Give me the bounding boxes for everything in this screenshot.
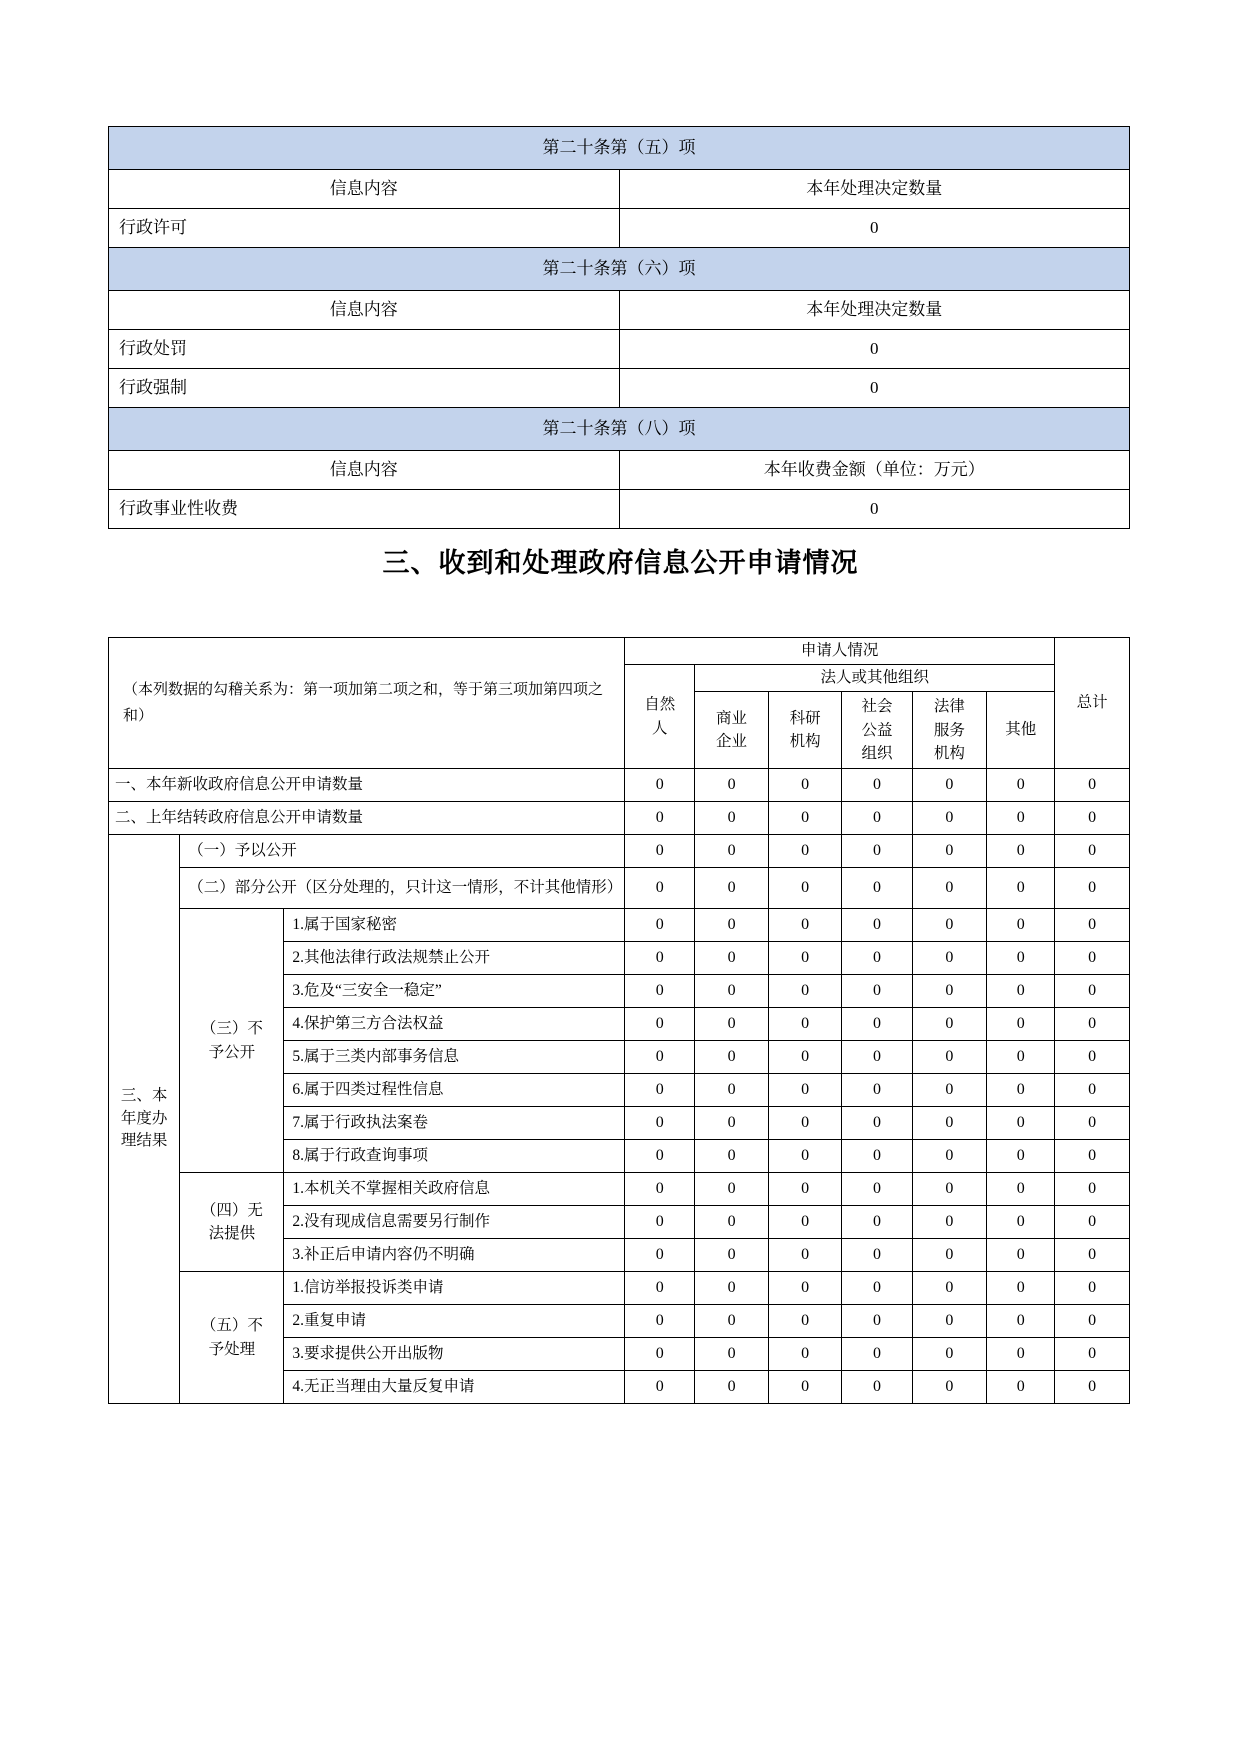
cell-value: 0 — [842, 975, 912, 1008]
header-public-welfare-line2: 公益 — [861, 721, 893, 739]
cell-value: 0 — [1055, 1371, 1130, 1404]
cell-value: 0 — [842, 1074, 912, 1107]
cell-value: 0 — [695, 835, 769, 868]
section-band-row — [109, 408, 1130, 451]
header-business-line2: 企业 — [716, 733, 748, 751]
section-band-6: 第二十条第（六）项 — [109, 248, 1130, 291]
cell-value: 0 — [768, 975, 842, 1008]
cell-value: 0 — [625, 1173, 695, 1206]
row-label-new-received: 一、本年新收政府信息公开申请数量 — [109, 769, 625, 802]
row-group-not-processed-line1: （五）不 — [200, 1317, 263, 1335]
cell-value: 0 — [912, 1074, 987, 1107]
row-value-administrative-penalty: 0 — [619, 330, 1130, 369]
cell-value: 0 — [912, 1371, 987, 1404]
cell-value: 0 — [625, 1008, 695, 1041]
cell-value: 0 — [987, 1239, 1055, 1272]
cell-value: 0 — [842, 769, 912, 802]
header-info-content-6: 信息内容 — [109, 291, 620, 330]
cell-value: 0 — [987, 1371, 1055, 1404]
table-header-row-1 — [109, 638, 1130, 665]
header-public-welfare-line3: 组织 — [861, 744, 893, 762]
cell-value: 0 — [625, 942, 695, 975]
cell-value: 0 — [1055, 1107, 1130, 1140]
cell-value: 0 — [695, 1371, 769, 1404]
cell-value: 0 — [695, 942, 769, 975]
row-label-state-secret: 1.属于国家秘密 — [284, 909, 625, 942]
header-natural-person-line2: 人 — [651, 719, 668, 737]
cell-value: 0 — [987, 942, 1055, 975]
row-label-partial-disclose: （二）部分公开（区分处理的，只计这一情形，不计其他情形） — [180, 868, 625, 909]
cell-value: 0 — [768, 1074, 842, 1107]
cell-value: 0 — [842, 1140, 912, 1173]
cell-value: 0 — [912, 1206, 987, 1239]
cell-value: 0 — [695, 909, 769, 942]
table-row — [109, 209, 1130, 248]
cell-value: 0 — [768, 769, 842, 802]
header-total: 总计 — [1055, 638, 1130, 769]
cell-value: 0 — [768, 1008, 842, 1041]
table-row — [109, 802, 1130, 835]
cell-value: 0 — [768, 1305, 842, 1338]
table-row — [109, 868, 1130, 909]
cell-value: 0 — [768, 868, 842, 909]
cell-value: 0 — [912, 1239, 987, 1272]
cell-value: 0 — [987, 1140, 1055, 1173]
cell-value: 0 — [912, 1338, 987, 1371]
cell-value: 0 — [695, 769, 769, 802]
cell-value: 0 — [695, 1239, 769, 1272]
header-value-8: 本年收费金额（单位：万元） — [619, 451, 1130, 490]
cell-value: 0 — [1055, 835, 1130, 868]
cell-value: 0 — [987, 802, 1055, 835]
row-group-annual-results-line2: 年度办 — [120, 1109, 168, 1127]
section-band-5: 第二十条第（五）项 — [109, 127, 1130, 170]
cell-value: 0 — [768, 1140, 842, 1173]
row-group-not-disclosed — [180, 909, 284, 1173]
header-legal-service-line1: 法律 — [933, 698, 965, 716]
cell-value: 0 — [987, 1305, 1055, 1338]
table-row — [109, 369, 1130, 408]
header-research-line1: 科研 — [789, 709, 821, 727]
row-label-administrative-enforcement: 行政强制 — [109, 369, 620, 408]
cell-value: 0 — [1055, 1338, 1130, 1371]
table-row — [109, 769, 1130, 802]
header-business-enterprise — [695, 692, 769, 769]
header-research-line2: 机构 — [789, 733, 821, 751]
cell-value: 0 — [1055, 1140, 1130, 1173]
cell-value: 0 — [695, 1140, 769, 1173]
row-group-unable-line2: 法提供 — [208, 1225, 256, 1243]
cell-value: 0 — [842, 1272, 912, 1305]
row-label-administrative-fee: 行政事业性收费 — [109, 490, 620, 529]
table-header-row — [109, 170, 1130, 209]
cell-value: 0 — [912, 909, 987, 942]
cell-value: 0 — [842, 1239, 912, 1272]
cell-value: 0 — [1055, 1008, 1130, 1041]
cell-value: 0 — [695, 1206, 769, 1239]
row-value-administrative-enforcement: 0 — [619, 369, 1130, 408]
header-public-welfare-line1: 社会 — [861, 698, 893, 716]
cell-value: 0 — [912, 1140, 987, 1173]
cell-value: 0 — [842, 1206, 912, 1239]
cell-value: 0 — [695, 975, 769, 1008]
cell-value: 0 — [768, 1173, 842, 1206]
header-legal-service-org — [912, 692, 987, 769]
cell-value: 0 — [1055, 868, 1130, 909]
cell-value: 0 — [625, 1338, 695, 1371]
table-row — [109, 330, 1130, 369]
cell-value: 0 — [1055, 1272, 1130, 1305]
header-info-content-5: 信息内容 — [109, 170, 620, 209]
row-label-three-safety: 3.危及“三安全一稳定” — [284, 975, 625, 1008]
cell-value: 0 — [842, 835, 912, 868]
cell-value: 0 — [695, 1272, 769, 1305]
cell-value: 0 — [695, 1305, 769, 1338]
cell-value: 0 — [1055, 769, 1130, 802]
cell-value: 0 — [1055, 975, 1130, 1008]
cell-value: 0 — [695, 1173, 769, 1206]
row-group-not-processed-line2: 予处理 — [208, 1340, 256, 1358]
cell-value: 0 — [625, 1206, 695, 1239]
cell-value: 0 — [912, 1305, 987, 1338]
header-legal-person-group: 法人或其他组织 — [695, 665, 1055, 692]
cell-value: 0 — [625, 1272, 695, 1305]
table-header-row — [109, 451, 1130, 490]
cell-value: 0 — [695, 1008, 769, 1041]
cell-value: 0 — [1055, 1305, 1130, 1338]
header-value-5: 本年处理决定数量 — [619, 170, 1130, 209]
cell-value: 0 — [912, 1173, 987, 1206]
cell-value: 0 — [1055, 909, 1130, 942]
table-row — [109, 1173, 1130, 1206]
row-group-annual-results-line1: 三、本 — [120, 1087, 168, 1105]
row-value-administrative-fee: 0 — [619, 490, 1130, 529]
reconciliation-note: （本列数据的勾稽关系为：第一项加第二项之和，等于第三项加第四项之和） — [109, 638, 625, 769]
cell-value: 0 — [625, 1041, 695, 1074]
row-label-no-ready-made-info: 2.没有现成信息需要另行制作 — [284, 1206, 625, 1239]
cell-value: 0 — [842, 868, 912, 909]
cell-value: 0 — [842, 802, 912, 835]
row-group-not-processed — [180, 1272, 284, 1404]
header-legal-service-line2: 服务 — [933, 721, 965, 739]
cell-value: 0 — [768, 1338, 842, 1371]
cell-value: 0 — [987, 1074, 1055, 1107]
applications-table-wrapper — [108, 637, 1130, 1404]
cell-value: 0 — [625, 975, 695, 1008]
cell-value: 0 — [842, 1173, 912, 1206]
section-heading-three: 三、收到和处理政府信息公开申请情况 — [382, 548, 859, 578]
row-label-administrative-penalty: 行政处罚 — [109, 330, 620, 369]
cell-value: 0 — [987, 975, 1055, 1008]
cell-value: 0 — [1055, 802, 1130, 835]
cell-value: 0 — [1055, 942, 1130, 975]
cell-value: 0 — [768, 942, 842, 975]
cell-value: 0 — [768, 1239, 842, 1272]
cell-value: 0 — [987, 1338, 1055, 1371]
cell-value: 0 — [987, 868, 1055, 909]
cell-value: 0 — [987, 1107, 1055, 1140]
cell-value: 0 — [695, 868, 769, 909]
header-natural-person-line1: 自然 — [644, 696, 676, 714]
cell-value: 0 — [768, 802, 842, 835]
row-label-administrative-license: 行政许可 — [109, 209, 620, 248]
header-business-line1: 商业 — [716, 709, 748, 727]
cell-value: 0 — [912, 975, 987, 1008]
cell-value: 0 — [912, 802, 987, 835]
row-label-still-unclear: 3.补正后申请内容仍不明确 — [284, 1239, 625, 1272]
cell-value: 0 — [912, 1041, 987, 1074]
cell-value: 0 — [625, 802, 695, 835]
cell-value: 0 — [625, 835, 695, 868]
section-band-row — [109, 248, 1130, 291]
row-group-not-disclosed-line2: 予公开 — [208, 1043, 256, 1061]
row-label-disclose: （一）予以公开 — [180, 835, 625, 868]
table-row — [109, 490, 1130, 529]
cell-value: 0 — [625, 769, 695, 802]
row-group-annual-results — [109, 835, 180, 1404]
cell-value: 0 — [695, 1074, 769, 1107]
row-label-internal-affairs: 5.属于三类内部事务信息 — [284, 1041, 625, 1074]
cell-value: 0 — [912, 1107, 987, 1140]
cell-value: 0 — [912, 769, 987, 802]
row-group-not-disclosed-line1: （三）不 — [200, 1020, 263, 1038]
cell-value: 0 — [768, 835, 842, 868]
header-natural-person — [625, 665, 695, 769]
cell-value: 0 — [625, 1239, 695, 1272]
cell-value: 0 — [987, 835, 1055, 868]
cell-value: 0 — [768, 1041, 842, 1074]
row-label-administrative-inquiry: 8.属于行政查询事项 — [284, 1140, 625, 1173]
cell-value: 0 — [842, 1338, 912, 1371]
row-label-published-materials: 3.要求提供公开出版物 — [284, 1338, 625, 1371]
cell-value: 0 — [987, 1008, 1055, 1041]
cell-value: 0 — [625, 868, 695, 909]
cell-value: 0 — [1055, 1173, 1130, 1206]
cell-value: 0 — [1055, 1239, 1130, 1272]
cell-value: 0 — [987, 1041, 1055, 1074]
row-label-third-party-rights: 4.保护第三方合法权益 — [284, 1008, 625, 1041]
row-label-unjustified-repeat: 4.无正当理由大量反复申请 — [284, 1371, 625, 1404]
cell-value: 0 — [842, 1305, 912, 1338]
cell-value: 0 — [912, 1008, 987, 1041]
cell-value: 0 — [625, 1305, 695, 1338]
cell-value: 0 — [1055, 1074, 1130, 1107]
cell-value: 0 — [987, 769, 1055, 802]
cell-value: 0 — [768, 1371, 842, 1404]
cell-value: 0 — [912, 1272, 987, 1305]
header-applicant-situation: 申请人情况 — [625, 638, 1055, 665]
cell-value: 0 — [842, 942, 912, 975]
row-label-repeat-application: 2.重复申请 — [284, 1305, 625, 1338]
table-header-row — [109, 291, 1130, 330]
cell-value: 0 — [987, 1272, 1055, 1305]
cell-value: 0 — [912, 835, 987, 868]
header-other: 其他 — [987, 692, 1055, 769]
header-value-6: 本年处理决定数量 — [619, 291, 1130, 330]
cell-value: 0 — [695, 1041, 769, 1074]
cell-value: 0 — [987, 1206, 1055, 1239]
row-group-unable-line1: （四）无 — [200, 1201, 263, 1219]
cell-value: 0 — [987, 909, 1055, 942]
cell-value: 0 — [625, 909, 695, 942]
row-group-unable-to-provide — [180, 1173, 284, 1272]
cell-value: 0 — [695, 1107, 769, 1140]
table-row — [109, 909, 1130, 942]
header-research-institution — [768, 692, 842, 769]
cell-value: 0 — [768, 1107, 842, 1140]
cell-value: 0 — [842, 1371, 912, 1404]
row-label-not-in-possession: 1.本机关不掌握相关政府信息 — [284, 1173, 625, 1206]
cell-value: 0 — [842, 1107, 912, 1140]
header-legal-service-line3: 机构 — [933, 744, 965, 762]
cell-value: 0 — [625, 1140, 695, 1173]
row-group-annual-results-line3: 理结果 — [120, 1132, 168, 1150]
cell-value: 0 — [987, 1173, 1055, 1206]
cell-value: 0 — [1055, 1206, 1130, 1239]
row-value-administrative-license: 0 — [619, 209, 1130, 248]
cell-value: 0 — [912, 942, 987, 975]
table-row — [109, 1272, 1130, 1305]
cell-value: 0 — [768, 909, 842, 942]
row-label-carried-forward: 二、上年结转政府信息公开申请数量 — [109, 802, 625, 835]
cell-value: 0 — [695, 802, 769, 835]
row-label-petition-complaint: 1.信访举报投诉类申请 — [284, 1272, 625, 1305]
cell-value: 0 — [768, 1272, 842, 1305]
cell-value: 0 — [1055, 1041, 1130, 1074]
cell-value: 0 — [625, 1371, 695, 1404]
article-20-table — [108, 126, 1130, 529]
row-label-enforcement-file: 7.属于行政执法案卷 — [284, 1107, 625, 1140]
cell-value: 0 — [695, 1338, 769, 1371]
row-label-law-prohibits: 2.其他法律行政法规禁止公开 — [284, 942, 625, 975]
section-band-8: 第二十条第（八）项 — [109, 408, 1130, 451]
cell-value: 0 — [625, 1107, 695, 1140]
header-public-welfare-org — [842, 692, 912, 769]
cell-value: 0 — [842, 909, 912, 942]
cell-value: 0 — [625, 1074, 695, 1107]
header-info-content-8: 信息内容 — [109, 451, 620, 490]
row-label-process-info: 6.属于四类过程性信息 — [284, 1074, 625, 1107]
applications-table — [108, 637, 1130, 1404]
cell-value: 0 — [912, 868, 987, 909]
cell-value: 0 — [842, 1008, 912, 1041]
section-band-row — [109, 127, 1130, 170]
cell-value: 0 — [768, 1206, 842, 1239]
cell-value: 0 — [842, 1041, 912, 1074]
table-row — [109, 835, 1130, 868]
